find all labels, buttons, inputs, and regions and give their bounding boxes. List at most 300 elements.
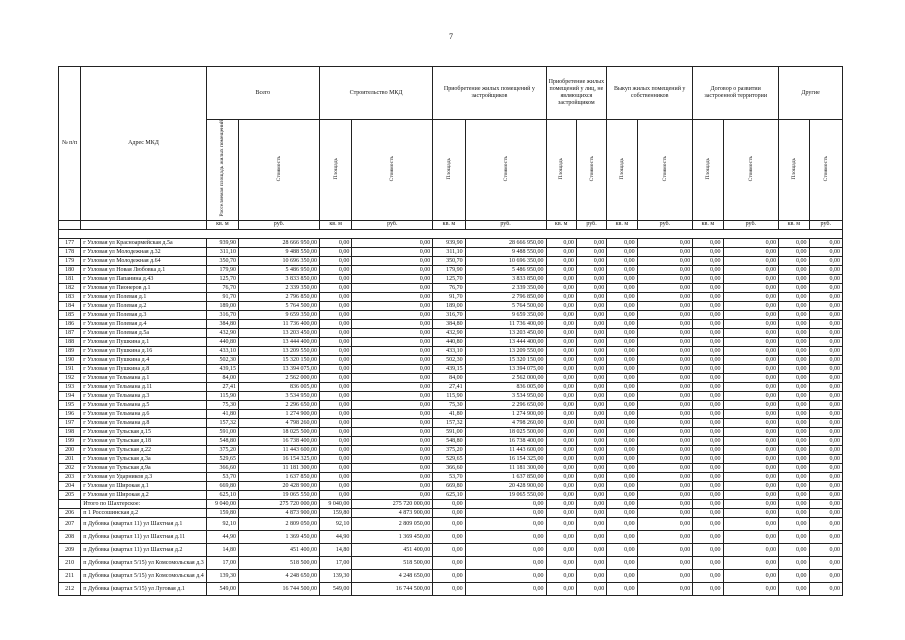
other-cost: 0,00 bbox=[809, 409, 842, 418]
developer-area: 366,60 bbox=[433, 463, 465, 472]
unit-cost: руб. bbox=[352, 220, 433, 229]
developer-area: 939,90 bbox=[433, 238, 465, 247]
non-developer-area: 0,00 bbox=[546, 530, 576, 543]
construction-cost: 1 369 450,00 bbox=[352, 530, 433, 543]
contract-cost: 0,00 bbox=[723, 472, 779, 481]
total-cost: 15 320 150,00 bbox=[239, 355, 320, 364]
developer-cost: 13 209 550,00 bbox=[465, 346, 546, 355]
row-number: 211 bbox=[59, 569, 81, 582]
non-developer-area: 0,00 bbox=[546, 328, 576, 337]
construction-area: 0,00 bbox=[319, 481, 351, 490]
table-row bbox=[59, 418, 843, 427]
subtotal-row bbox=[59, 499, 843, 508]
non-developer-cost: 0,00 bbox=[576, 454, 606, 463]
total-cost: 2 296 650,00 bbox=[239, 400, 320, 409]
non-developer-cost: 0,00 bbox=[576, 445, 606, 454]
total-cost: 28 666 950,00 bbox=[239, 238, 320, 247]
non-developer-area: 0,00 bbox=[546, 256, 576, 265]
buyout-area: 0,00 bbox=[607, 346, 637, 355]
contract-cost: 0,00 bbox=[723, 530, 779, 543]
contract-area: 0,00 bbox=[693, 400, 723, 409]
contract-area: 0,00 bbox=[693, 373, 723, 382]
table-row bbox=[59, 319, 843, 328]
construction-cost: 0,00 bbox=[352, 337, 433, 346]
non-developer-area: 0,00 bbox=[546, 436, 576, 445]
contract-area: 0,00 bbox=[693, 310, 723, 319]
table-row bbox=[59, 364, 843, 373]
table-row bbox=[59, 265, 843, 274]
total-cost: 13 444 400,00 bbox=[239, 337, 320, 346]
buyout-cost: 0,00 bbox=[637, 346, 693, 355]
non-developer-cost: 0,00 bbox=[576, 310, 606, 319]
table-row bbox=[59, 283, 843, 292]
non-developer-cost: 0,00 bbox=[576, 283, 606, 292]
row-number: 183 bbox=[59, 292, 81, 301]
buyout-area: 0,00 bbox=[607, 582, 637, 595]
buyout-area: 0,00 bbox=[607, 418, 637, 427]
non-developer-area: 0,00 bbox=[546, 481, 576, 490]
total-area: 549,00 bbox=[206, 582, 238, 595]
contract-area: 0,00 bbox=[693, 499, 723, 508]
non-developer-area: 0,00 bbox=[546, 543, 576, 556]
table-row bbox=[59, 409, 843, 418]
non-developer-cost: 0,00 bbox=[576, 265, 606, 274]
subheader-cost: Стоимость bbox=[352, 120, 433, 221]
table-row bbox=[59, 310, 843, 319]
contract-cost: 0,00 bbox=[723, 582, 779, 595]
non-developer-cost: 0,00 bbox=[576, 472, 606, 481]
developer-cost: 5 764 500,00 bbox=[465, 301, 546, 310]
buyout-area: 0,00 bbox=[607, 530, 637, 543]
buyout-area: 0,00 bbox=[607, 517, 637, 530]
other-cost: 0,00 bbox=[809, 418, 842, 427]
row-number: 199 bbox=[59, 436, 81, 445]
contract-cost: 0,00 bbox=[723, 499, 779, 508]
other-cost: 0,00 bbox=[809, 355, 842, 364]
other-cost: 0,00 bbox=[809, 400, 842, 409]
header-group-total: Всего bbox=[206, 67, 319, 120]
contract-area: 0,00 bbox=[693, 569, 723, 582]
buyout-cost: 0,00 bbox=[637, 508, 693, 517]
row-address: г Узловая ул Широкая д.1 bbox=[81, 481, 206, 490]
table-row bbox=[59, 472, 843, 481]
buyout-area: 0,00 bbox=[607, 319, 637, 328]
buyout-area: 0,00 bbox=[607, 569, 637, 582]
developer-cost: 0,00 bbox=[465, 499, 546, 508]
row-address: г Узловая ул Тульская д.3а bbox=[81, 454, 206, 463]
table-row bbox=[59, 301, 843, 310]
buyout-cost: 0,00 bbox=[637, 499, 693, 508]
contract-cost: 0,00 bbox=[723, 418, 779, 427]
row-number: 181 bbox=[59, 274, 81, 283]
buyout-cost: 0,00 bbox=[637, 556, 693, 569]
buyout-cost: 0,00 bbox=[637, 328, 693, 337]
row-address: п Дубовка (квартал 11) ул Шахтная д.1 bbox=[81, 517, 206, 530]
other-area: 0,00 bbox=[779, 391, 809, 400]
total-area: 179,90 bbox=[206, 265, 238, 274]
other-cost: 0,00 bbox=[809, 582, 842, 595]
row-address: г Узловая ул Молодежная д.32 bbox=[81, 247, 206, 256]
row-number bbox=[59, 499, 81, 508]
row-number: 191 bbox=[59, 364, 81, 373]
contract-cost: 0,00 bbox=[723, 556, 779, 569]
buyout-area: 0,00 bbox=[607, 499, 637, 508]
non-developer-area: 0,00 bbox=[546, 427, 576, 436]
construction-area: 0,00 bbox=[319, 472, 351, 481]
non-developer-area: 0,00 bbox=[546, 391, 576, 400]
contract-area: 0,00 bbox=[693, 328, 723, 337]
contract-area: 0,00 bbox=[693, 292, 723, 301]
developer-cost: 13 444 400,00 bbox=[465, 337, 546, 346]
non-developer-area: 0,00 bbox=[546, 337, 576, 346]
subheader-area: Площадь bbox=[319, 120, 351, 221]
header-group-non-developers: Приобретение жилых помещений у лиц, не являющихся застройщиком bbox=[546, 67, 607, 120]
row-address: г Узловая ул Тульская д.22 bbox=[81, 445, 206, 454]
construction-area: 0,00 bbox=[319, 283, 351, 292]
other-area: 0,00 bbox=[779, 427, 809, 436]
total-area: 591,00 bbox=[206, 427, 238, 436]
contract-area: 0,00 bbox=[693, 481, 723, 490]
row-number: 178 bbox=[59, 247, 81, 256]
contract-cost: 0,00 bbox=[723, 463, 779, 472]
developer-cost: 1 274 900,00 bbox=[465, 409, 546, 418]
buyout-area: 0,00 bbox=[607, 238, 637, 247]
row-number: 204 bbox=[59, 481, 81, 490]
construction-cost: 0,00 bbox=[352, 481, 433, 490]
contract-cost: 0,00 bbox=[723, 436, 779, 445]
other-cost: 0,00 bbox=[809, 346, 842, 355]
total-cost: 1 274 900,00 bbox=[239, 409, 320, 418]
subheader-area: Площадь bbox=[607, 120, 637, 221]
developer-area: 502,30 bbox=[433, 355, 465, 364]
buyout-cost: 0,00 bbox=[637, 409, 693, 418]
total-cost: 13 394 075,00 bbox=[239, 364, 320, 373]
construction-area: 0,00 bbox=[319, 337, 351, 346]
construction-area: 0,00 bbox=[319, 274, 351, 283]
buyout-cost: 0,00 bbox=[637, 569, 693, 582]
non-developer-cost: 0,00 bbox=[576, 436, 606, 445]
row-address: г Узловая ул Полевая д.3 bbox=[81, 310, 206, 319]
total-area: 433,10 bbox=[206, 346, 238, 355]
developer-cost: 16 738 400,00 bbox=[465, 436, 546, 445]
other-area: 0,00 bbox=[779, 436, 809, 445]
contract-cost: 0,00 bbox=[723, 391, 779, 400]
contract-cost: 0,00 bbox=[723, 319, 779, 328]
buyout-area: 0,00 bbox=[607, 391, 637, 400]
other-area: 0,00 bbox=[779, 530, 809, 543]
other-area: 0,00 bbox=[779, 409, 809, 418]
contract-area: 0,00 bbox=[693, 274, 723, 283]
row-address: г Узловая ул Полевая д.2 bbox=[81, 301, 206, 310]
row-number: 188 bbox=[59, 337, 81, 346]
other-area: 0,00 bbox=[779, 463, 809, 472]
construction-cost: 0,00 bbox=[352, 400, 433, 409]
other-cost: 0,00 bbox=[809, 436, 842, 445]
total-cost: 5 486 950,00 bbox=[239, 265, 320, 274]
construction-cost: 0,00 bbox=[352, 373, 433, 382]
unit-cost: руб. bbox=[723, 220, 779, 229]
other-cost: 0,00 bbox=[809, 283, 842, 292]
contract-area: 0,00 bbox=[693, 409, 723, 418]
buyout-area: 0,00 bbox=[607, 256, 637, 265]
subheader-cost: Стоимость bbox=[637, 120, 693, 221]
row-number: 212 bbox=[59, 582, 81, 595]
non-developer-area: 0,00 bbox=[546, 238, 576, 247]
developer-cost: 836 005,00 bbox=[465, 382, 546, 391]
developer-area: 125,70 bbox=[433, 274, 465, 283]
header-spacer bbox=[59, 229, 843, 238]
table-row bbox=[59, 436, 843, 445]
units-blank bbox=[81, 220, 206, 229]
total-area: 316,70 bbox=[206, 310, 238, 319]
buyout-area: 0,00 bbox=[607, 436, 637, 445]
total-cost: 18 025 500,00 bbox=[239, 427, 320, 436]
total-area: 502,30 bbox=[206, 355, 238, 364]
buyout-area: 0,00 bbox=[607, 355, 637, 364]
non-developer-area: 0,00 bbox=[546, 454, 576, 463]
contract-area: 0,00 bbox=[693, 337, 723, 346]
developer-cost: 9 488 550,00 bbox=[465, 247, 546, 256]
non-developer-area: 0,00 bbox=[546, 445, 576, 454]
buyout-area: 0,00 bbox=[607, 247, 637, 256]
row-address: г Узловая ул Пионеров д.1 bbox=[81, 283, 206, 292]
total-cost: 2 562 000,00 bbox=[239, 373, 320, 382]
contract-area: 0,00 bbox=[693, 355, 723, 364]
subheader-cost: Стоимость bbox=[809, 120, 842, 221]
developer-area: 0,00 bbox=[433, 543, 465, 556]
buyout-cost: 0,00 bbox=[637, 382, 693, 391]
contract-cost: 0,00 bbox=[723, 292, 779, 301]
contract-area: 0,00 bbox=[693, 454, 723, 463]
contract-cost: 0,00 bbox=[723, 238, 779, 247]
subheader-area: Площадь bbox=[433, 120, 465, 221]
contract-area: 0,00 bbox=[693, 247, 723, 256]
other-area: 0,00 bbox=[779, 490, 809, 499]
subheader-area: Площадь bbox=[779, 120, 809, 221]
row-address: г Узловая ул Тельмана д.1 bbox=[81, 373, 206, 382]
buyout-area: 0,00 bbox=[607, 409, 637, 418]
contract-area: 0,00 bbox=[693, 472, 723, 481]
unit-cost: руб. bbox=[239, 220, 320, 229]
construction-area: 0,00 bbox=[319, 445, 351, 454]
contract-cost: 0,00 bbox=[723, 517, 779, 530]
construction-area: 0,00 bbox=[319, 265, 351, 274]
contract-area: 0,00 bbox=[693, 283, 723, 292]
other-cost: 0,00 bbox=[809, 490, 842, 499]
construction-cost: 275 720 000,00 bbox=[352, 499, 433, 508]
unit-cost: руб. bbox=[465, 220, 546, 229]
construction-cost: 0,00 bbox=[352, 445, 433, 454]
buyout-cost: 0,00 bbox=[637, 427, 693, 436]
non-developer-cost: 0,00 bbox=[576, 301, 606, 310]
total-area: 14,80 bbox=[206, 543, 238, 556]
non-developer-area: 0,00 bbox=[546, 310, 576, 319]
unit-area: кв. м bbox=[433, 220, 465, 229]
row-number: 196 bbox=[59, 409, 81, 418]
non-developer-area: 0,00 bbox=[546, 373, 576, 382]
construction-cost: 16 744 500,00 bbox=[352, 582, 433, 595]
contract-area: 0,00 bbox=[693, 517, 723, 530]
buyout-cost: 0,00 bbox=[637, 274, 693, 283]
subheader-area: Площадь bbox=[693, 120, 723, 221]
row-number: 206 bbox=[59, 508, 81, 517]
other-cost: 0,00 bbox=[809, 508, 842, 517]
table-row bbox=[59, 508, 843, 517]
contract-cost: 0,00 bbox=[723, 355, 779, 364]
non-developer-cost: 0,00 bbox=[576, 530, 606, 543]
other-area: 0,00 bbox=[779, 569, 809, 582]
total-area: 115,90 bbox=[206, 391, 238, 400]
construction-area: 0,00 bbox=[319, 373, 351, 382]
buyout-area: 0,00 bbox=[607, 508, 637, 517]
non-developer-area: 0,00 bbox=[546, 463, 576, 472]
developer-area: 91,70 bbox=[433, 292, 465, 301]
other-area: 0,00 bbox=[779, 582, 809, 595]
other-area: 0,00 bbox=[779, 517, 809, 530]
non-developer-area: 0,00 bbox=[546, 265, 576, 274]
buyout-cost: 0,00 bbox=[637, 463, 693, 472]
developer-cost: 2 796 850,00 bbox=[465, 292, 546, 301]
table-row bbox=[59, 292, 843, 301]
total-cost: 1 637 850,00 bbox=[239, 472, 320, 481]
construction-cost: 0,00 bbox=[352, 328, 433, 337]
other-area: 0,00 bbox=[779, 301, 809, 310]
other-cost: 0,00 bbox=[809, 481, 842, 490]
row-address: г Узловая ул Пушкина д.4 bbox=[81, 355, 206, 364]
construction-area: 0,00 bbox=[319, 292, 351, 301]
contract-cost: 0,00 bbox=[723, 569, 779, 582]
construction-cost: 0,00 bbox=[352, 238, 433, 247]
contract-area: 0,00 bbox=[693, 265, 723, 274]
other-cost: 0,00 bbox=[809, 364, 842, 373]
buyout-cost: 0,00 bbox=[637, 364, 693, 373]
non-developer-cost: 0,00 bbox=[576, 292, 606, 301]
developer-cost: 0,00 bbox=[465, 556, 546, 569]
contract-cost: 0,00 bbox=[723, 301, 779, 310]
non-developer-area: 0,00 bbox=[546, 569, 576, 582]
table-body bbox=[59, 238, 843, 595]
other-cost: 0,00 bbox=[809, 499, 842, 508]
developer-cost: 11 181 300,00 bbox=[465, 463, 546, 472]
contract-cost: 0,00 bbox=[723, 481, 779, 490]
buyout-area: 0,00 bbox=[607, 364, 637, 373]
subheader-area: Площадь bbox=[546, 120, 576, 221]
contract-cost: 0,00 bbox=[723, 543, 779, 556]
total-cost: 3 833 850,00 bbox=[239, 274, 320, 283]
row-address: г Узловая ул Ударников д.3 bbox=[81, 472, 206, 481]
contract-cost: 0,00 bbox=[723, 382, 779, 391]
total-cost: 518 500,00 bbox=[239, 556, 320, 569]
buyout-area: 0,00 bbox=[607, 481, 637, 490]
contract-area: 0,00 bbox=[693, 391, 723, 400]
developer-area: 0,00 bbox=[433, 569, 465, 582]
non-developer-area: 0,00 bbox=[546, 355, 576, 364]
total-area: 625,10 bbox=[206, 490, 238, 499]
table-row bbox=[59, 274, 843, 283]
non-developer-cost: 0,00 bbox=[576, 427, 606, 436]
buyout-area: 0,00 bbox=[607, 472, 637, 481]
non-developer-area: 0,00 bbox=[546, 346, 576, 355]
buyout-cost: 0,00 bbox=[637, 454, 693, 463]
row-number: 205 bbox=[59, 490, 81, 499]
total-area: 366,60 bbox=[206, 463, 238, 472]
buyout-cost: 0,00 bbox=[637, 265, 693, 274]
row-number: 189 bbox=[59, 346, 81, 355]
other-area: 0,00 bbox=[779, 400, 809, 409]
other-area: 0,00 bbox=[779, 328, 809, 337]
row-address: г Узловая ул Папанина д.43 bbox=[81, 274, 206, 283]
non-developer-cost: 0,00 bbox=[576, 319, 606, 328]
construction-area: 0,00 bbox=[319, 409, 351, 418]
contract-area: 0,00 bbox=[693, 418, 723, 427]
total-cost: 275 720 000,00 bbox=[239, 499, 320, 508]
other-area: 0,00 bbox=[779, 364, 809, 373]
other-area: 0,00 bbox=[779, 472, 809, 481]
row-address: п Дубовка (квартал 5/15) ул Комсомольская д.4 bbox=[81, 569, 206, 582]
table-row bbox=[59, 256, 843, 265]
unit-area: кв. м bbox=[546, 220, 576, 229]
table-row bbox=[59, 328, 843, 337]
total-area: 350,70 bbox=[206, 256, 238, 265]
row-address: г Узловая ул Пушкина д.16 bbox=[81, 346, 206, 355]
total-cost: 4 873 900,00 bbox=[239, 508, 320, 517]
construction-cost: 0,00 bbox=[352, 436, 433, 445]
developer-area: 548,80 bbox=[433, 436, 465, 445]
other-cost: 0,00 bbox=[809, 301, 842, 310]
construction-area: 9 040,00 bbox=[319, 499, 351, 508]
construction-area: 0,00 bbox=[319, 463, 351, 472]
non-developer-cost: 0,00 bbox=[576, 463, 606, 472]
construction-cost: 0,00 bbox=[352, 391, 433, 400]
non-developer-cost: 0,00 bbox=[576, 274, 606, 283]
contract-area: 0,00 bbox=[693, 436, 723, 445]
total-area: 311,10 bbox=[206, 247, 238, 256]
developer-area: 76,70 bbox=[433, 283, 465, 292]
developer-area: 384,80 bbox=[433, 319, 465, 328]
row-address: п Дубовка (квартал 5/15) ул Луговая д.1 bbox=[81, 582, 206, 595]
buyout-cost: 0,00 bbox=[637, 517, 693, 530]
construction-area: 0,00 bbox=[319, 256, 351, 265]
row-number: 185 bbox=[59, 310, 81, 319]
non-developer-cost: 0,00 bbox=[576, 569, 606, 582]
buyout-area: 0,00 bbox=[607, 292, 637, 301]
developer-area: 433,10 bbox=[433, 346, 465, 355]
total-area: 159,80 bbox=[206, 508, 238, 517]
construction-area: 0,00 bbox=[319, 364, 351, 373]
total-area: 439,15 bbox=[206, 364, 238, 373]
construction-cost: 0,00 bbox=[352, 364, 433, 373]
buyout-cost: 0,00 bbox=[637, 582, 693, 595]
developer-cost: 2 339 350,00 bbox=[465, 283, 546, 292]
construction-cost: 2 809 050,00 bbox=[352, 517, 433, 530]
buyout-area: 0,00 bbox=[607, 274, 637, 283]
total-cost: 836 005,00 bbox=[239, 382, 320, 391]
contract-cost: 0,00 bbox=[723, 409, 779, 418]
total-cost: 2 809 050,00 bbox=[239, 517, 320, 530]
construction-area: 0,00 bbox=[319, 490, 351, 499]
developer-area: 157,32 bbox=[433, 418, 465, 427]
total-cost: 13 203 450,00 bbox=[239, 328, 320, 337]
non-developer-area: 0,00 bbox=[546, 283, 576, 292]
other-cost: 0,00 bbox=[809, 569, 842, 582]
total-cost: 9 488 550,00 bbox=[239, 247, 320, 256]
developer-area: 316,70 bbox=[433, 310, 465, 319]
table-row bbox=[59, 247, 843, 256]
construction-area: 139,30 bbox=[319, 569, 351, 582]
other-area: 0,00 bbox=[779, 346, 809, 355]
total-cost: 5 764 500,00 bbox=[239, 301, 320, 310]
buyout-area: 0,00 bbox=[607, 265, 637, 274]
